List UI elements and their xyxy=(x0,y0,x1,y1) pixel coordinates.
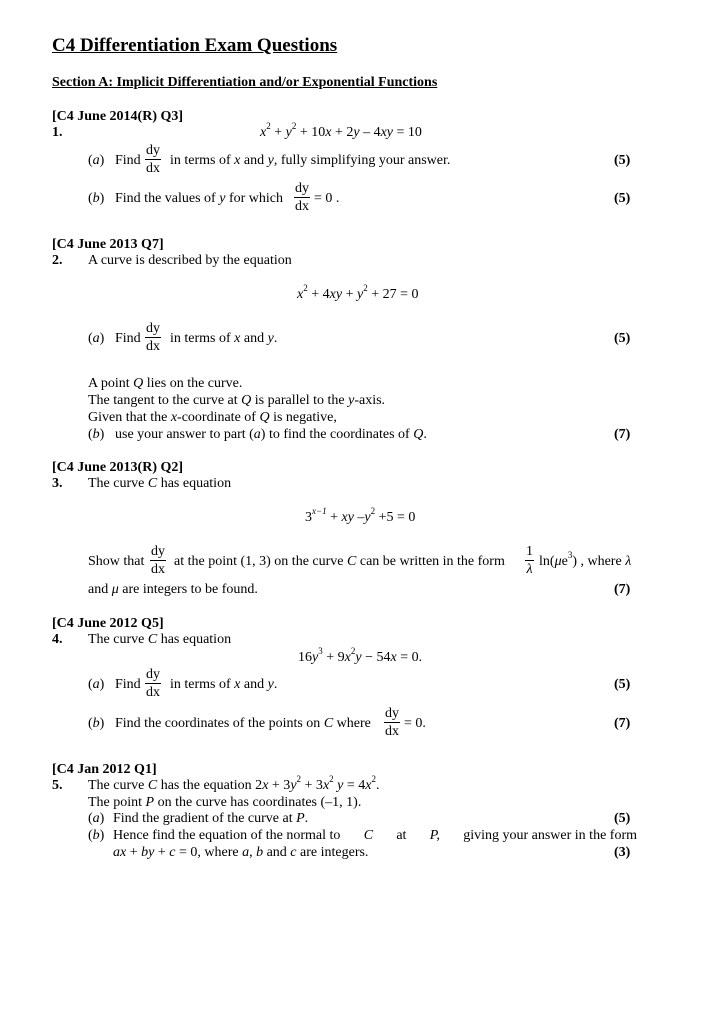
q3-derivative: $\frac{dy}{dx}$ xyxy=(151,544,165,577)
q4b-label: (b) xyxy=(88,716,105,731)
q4a-derivative: $\frac{dy}{dx}$ xyxy=(146,667,160,700)
q2-line-point: A point Q lies on the curve. xyxy=(88,376,243,391)
q5-curve-equation: The curve C has the equation $2x + 3y^2 + 3x^2$ $y = 4x^2$. xyxy=(88,774,380,793)
q1a-find: Find xyxy=(115,153,141,168)
q1a-derivative: $\frac{dy}{dx}$ xyxy=(146,143,160,176)
q3-show-text: at the point (1, 3) on the curve C can be written in the form xyxy=(174,554,505,569)
q4-number: 4. xyxy=(52,632,63,647)
q5-point-line: The point P on the curve has coordinates (–1, 1). xyxy=(88,795,362,810)
q3-marks: (7) xyxy=(614,582,631,597)
q4a-find: Find xyxy=(115,677,141,692)
q4a-marks: (5) xyxy=(614,677,631,692)
q4-equation: $16y^3 + 9x^2y - 54x = 0$. xyxy=(298,646,423,665)
q2-equation: $x^2 + 4xy + y^2 + 27 = 0$ xyxy=(297,283,419,302)
q3-intro: The curve C has equation xyxy=(88,476,232,491)
q1-number: 1. xyxy=(52,125,63,140)
q5b-label: (b) xyxy=(88,828,105,843)
q4b-derivative: $\frac{dy}{dx}$ xyxy=(385,706,399,739)
q2a-label: (a) xyxy=(88,331,105,346)
q3-ln-form: $\ln(\mu e^3)$ , where λ xyxy=(539,550,632,569)
section-heading: Section A: Implicit Differentiation and/or Exponential Functions xyxy=(52,75,438,90)
q1-source-header: [C4 June 2014(R) Q3] xyxy=(52,109,184,124)
q3-equation: $3^{x-1}$ + xy $-y^2 +5 = 0$ xyxy=(305,506,416,525)
q2-number: 2. xyxy=(52,253,63,268)
q3-integers-line: and μ are integers to be found. xyxy=(88,582,258,597)
q5a-text: Find the gradient of the curve at P. xyxy=(113,811,309,826)
q2a-derivative: $\frac{dy}{dx}$ xyxy=(146,321,160,354)
q5b-text-line2: ax + by + c = 0, where a, b and c are integers. xyxy=(113,845,369,860)
q5-source-header: [C4 Jan 2012 Q1] xyxy=(52,762,157,777)
q4-source-header: [C4 June 2012 Q5] xyxy=(52,616,164,631)
q2a-marks: (5) xyxy=(614,331,631,346)
q1b-marks: (5) xyxy=(614,191,631,206)
q2a-find: Find xyxy=(115,331,141,346)
q2b-label: (b) xyxy=(88,427,105,442)
q1b-label: (b) xyxy=(88,191,105,206)
q5b-marks: (3) xyxy=(614,845,631,860)
q1a-text: in terms of x and y, fully simplifying your answer. xyxy=(170,153,451,168)
q2b-text: use your answer to part (a) to find the coordinates of Q. xyxy=(115,427,427,442)
q3-show-that: Show that xyxy=(88,554,145,569)
q4-intro: The curve C has equation xyxy=(88,632,232,647)
q5b-text-line1: Hence find the equation of the normal to C at P, giving your answer in the form xyxy=(113,828,637,843)
q2-source-header: [C4 June 2013 Q7] xyxy=(52,237,164,252)
q5-number: 5. xyxy=(52,778,63,793)
q4b-equals-zero: = 0. xyxy=(404,716,426,731)
q4b-text: Find the coordinates of the points on C where xyxy=(115,716,371,731)
q1b-text: Find the values of y for which xyxy=(115,191,283,206)
q2-intro: A curve is described by the equation xyxy=(88,253,292,268)
q1a-label: (a) xyxy=(88,153,105,168)
q3-number: 3. xyxy=(52,476,63,491)
q2b-marks: (7) xyxy=(614,427,631,442)
q2-line-given: Given that the x-coordinate of Q is negative, xyxy=(88,410,337,425)
q4a-label: (a) xyxy=(88,677,105,692)
q1b-derivative: $\frac{dy}{dx}$ xyxy=(295,181,309,214)
q1a-marks: (5) xyxy=(614,153,631,168)
q4a-text: in terms of x and y. xyxy=(170,677,278,692)
q2a-text: in terms of x and y. xyxy=(170,331,278,346)
q2-line-tangent: The tangent to the curve at Q is parallel to the y-axis. xyxy=(88,393,386,408)
q5a-marks: (5) xyxy=(614,811,631,826)
q3-one-over-lambda: $\frac{1}{\lambda}$ xyxy=(526,544,533,577)
q5a-label: (a) xyxy=(88,811,105,826)
q1b-equals-zero: = 0 . xyxy=(314,191,340,206)
page-title: C4 Differentiation Exam Questions xyxy=(52,35,338,56)
q4b-marks: (7) xyxy=(614,716,631,731)
q1-equation: $x^2 + y^2 + 10x + 2y - 4xy = 10$ xyxy=(260,121,422,140)
q3-source-header: [C4 June 2013(R) Q2] xyxy=(52,460,184,475)
